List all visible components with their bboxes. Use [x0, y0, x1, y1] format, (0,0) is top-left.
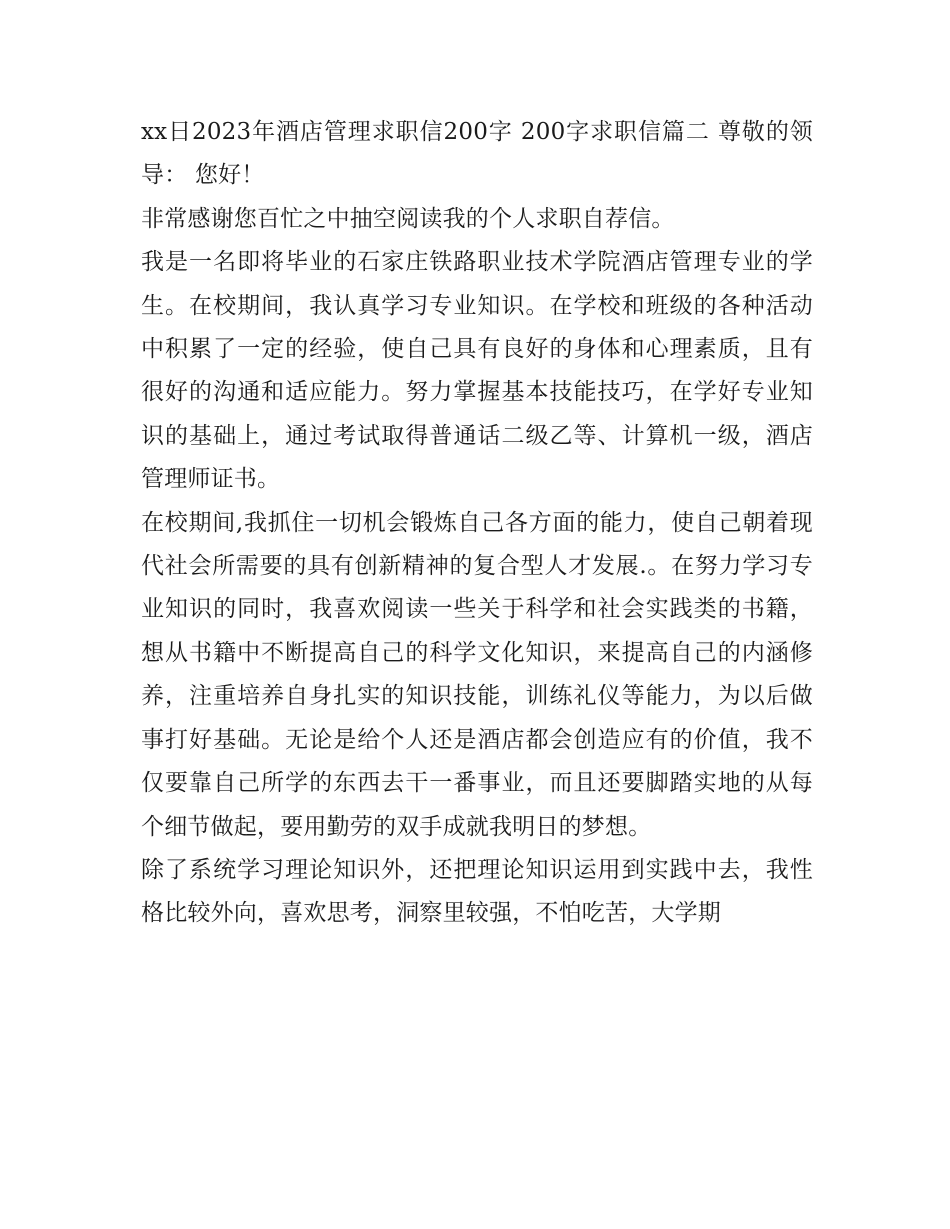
- paragraph-practice: 除了系统学习理论知识外，还把理论知识运用到实践中去，我性格比较外向，喜欢思考，洞察里较强，不怕吃苦，大学期: [141, 856, 813, 927]
- paragraph-thanks: 非常感谢您百忙之中抽空阅读我的个人求职自荐信。: [141, 205, 675, 232]
- paragraph-heading: xx日2023年酒店管理求职信200字 200字求职信篇二 尊敬的领导： 您好！: [141, 119, 813, 189]
- document-body: [141, 111, 813, 936]
- paragraph-introduction: 我是一名即将毕业的石家庄铁路职业技术学院酒店管理专业的学生。在校期间，我认真学习专业知识。在学校和班级的各种活动中积累了一定的经验，使自己具有良好的身体和心理素质，且有很好的沟通和适应能力。努力掌握基本技能技巧，在学好专业知识的基础上，通过考试取得普通话二级乙等、计算机一级，酒店管理师证书。: [141, 249, 813, 493]
- paragraph-campus-development: 在校期间,我抓住一切机会锻炼自己各方面的能力，使自己朝着现代社会所需要的具有创新精神的复合型人才发展.。在努力学习专业知识的同时，我喜欢阅读一些关于科学和社会实践类的书籍，想从书籍中不断提高自己的科学文化知识，来提高自己的内涵修养，注重培养自身扎实的知识技能，训练礼仪等能力，为以后做事打好基础。无论是给个人还是酒店都会创造应有的价值，我不仅要靠自己所学的东西去干一番事业，而且还要脚踏实地的从每个细节做起，要用勤劳的双手成就我明日的梦想。: [141, 509, 813, 840]
